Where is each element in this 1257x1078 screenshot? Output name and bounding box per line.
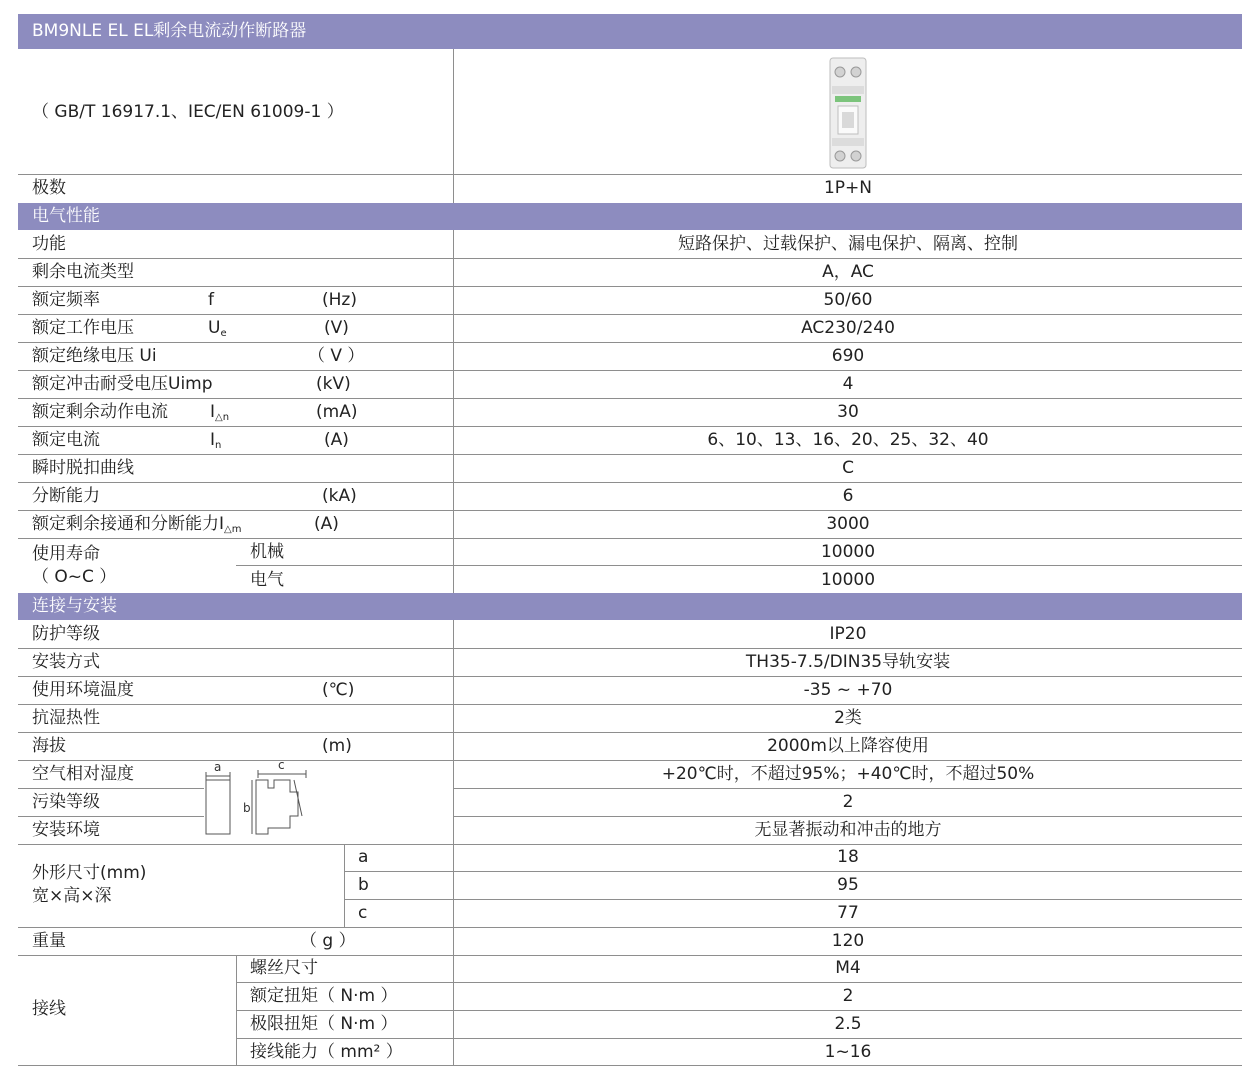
humidity-value: +20℃时，不超过95%；+40℃时，不超过50% (661, 764, 1035, 784)
mounting-value: TH35-7.5/DIN35导轨安装 (745, 652, 951, 672)
altitude-value: 2000m以上降容使用 (767, 736, 929, 756)
ambient-temp-unit: (℃) (322, 680, 355, 700)
product-image (826, 56, 870, 170)
altitude-label: 海拔 (32, 736, 66, 756)
dimension-c-value: 77 (837, 903, 859, 923)
rated-torque-label: 额定扭矩（ N·m ） (250, 986, 398, 1006)
impulse-voltage-label: 额定冲击耐受电压Uimp (32, 374, 213, 394)
frequency-unit: (Hz) (322, 290, 357, 310)
dimension-b-key: b (358, 875, 369, 895)
insulation-voltage-value: 690 (831, 346, 865, 366)
dimension-a-key: a (358, 847, 369, 867)
humidity-label: 空气相对湿度 (32, 764, 134, 784)
rated-voltage-symbol: $U_e$ (208, 318, 227, 339)
rated-current-label: 额定电流 (32, 430, 100, 450)
wiring-label: 接线 (32, 999, 66, 1019)
dimensions-label-line2: 宽×高×深 (32, 886, 112, 906)
pollution-label: 污染等级 (32, 792, 100, 812)
rated-voltage-label: 额定工作电压 (32, 318, 134, 338)
ambient-temp-label: 使用环境温度 (32, 680, 134, 700)
diagram-c-label: c (278, 758, 285, 772)
life-mechanical-value: 10000 (820, 542, 876, 562)
limit-torque-value: 2.5 (834, 1014, 862, 1034)
life-mechanical-label: 机械 (250, 542, 284, 562)
life-electrical-label: 电气 (250, 570, 284, 590)
protection-label: 防护等级 (32, 624, 100, 644)
wiring-capacity-label: 接线能力（ mm² ） (250, 1042, 403, 1062)
rated-current-symbol: $I_n$ (210, 430, 222, 451)
section-connection-title: 连接与安装 (32, 596, 117, 616)
function-label: 功能 (32, 234, 66, 254)
frequency-value: 50/60 (823, 290, 873, 310)
screw-size-value: M4 (835, 958, 861, 978)
poles-value: 1P+N (823, 178, 873, 198)
breaker-icon (826, 56, 870, 170)
protection-value: IP20 (829, 624, 867, 644)
section-connection (18, 593, 1242, 620)
residual-operating-current-label: 额定剩余动作电流 (32, 402, 168, 422)
ambient-temp-value: -35 ~ +70 (803, 680, 893, 700)
breaking-capacity-value: 6 (842, 486, 854, 506)
rated-voltage-unit: (V) (324, 318, 349, 338)
frequency-label: 额定频率 (32, 290, 100, 310)
section-electrical (18, 203, 1242, 230)
breaker-outline-icon (202, 758, 312, 838)
breaking-capacity-label: 分断能力 (32, 486, 100, 506)
trip-curve-label: 瞬时脱扣曲线 (32, 458, 134, 478)
life-electrical-value: 10000 (820, 570, 876, 590)
section-electrical-title: 电气性能 (32, 206, 100, 226)
impulse-voltage-unit: (kV) (316, 374, 351, 394)
dimension-diagram (202, 758, 312, 838)
rated-current-value: 6、10、13、16、20、25、32、40 (707, 430, 989, 450)
life-label-line1: 使用寿命 (32, 544, 100, 564)
dimensions-label-line1: 外形尺寸(mm) (32, 863, 147, 883)
pollution-value: 2 (842, 792, 854, 812)
residual-type-value: A，AC (822, 262, 874, 282)
weight-unit: （ g ） (300, 931, 356, 951)
residual-operating-current-unit: (mA) (316, 402, 358, 422)
wiring-capacity-value: 1~16 (824, 1042, 872, 1062)
insulation-voltage-label: 额定绝缘电压 Ui (32, 346, 157, 366)
dimension-c-key: c (358, 903, 368, 923)
diagram-b-label: b (243, 801, 251, 815)
frequency-symbol: f (208, 290, 214, 310)
damp-heat-value: 2类 (834, 708, 862, 728)
environment-label: 安装环境 (32, 820, 100, 840)
residual-operating-current-value: 30 (837, 402, 859, 422)
standard-text: （ GB/T 16917.1、IEC/EN 61009-1 ） (32, 102, 344, 122)
breaking-capacity-unit: (kA) (322, 486, 357, 506)
diagram-a-label: a (214, 760, 222, 774)
table-title: BM9NLE EL EL剩余电流动作断路器 (32, 21, 307, 41)
table-title-bar (18, 14, 1242, 49)
rated-current-unit: (A) (324, 430, 349, 450)
insulation-voltage-unit: （ V ） (308, 346, 365, 366)
rated-torque-value: 2 (842, 986, 854, 1006)
life-label-line2: （ O~C ） (32, 567, 117, 587)
weight-value: 120 (831, 931, 865, 951)
rated-voltage-value: AC230/240 (801, 318, 895, 338)
dimension-b-value: 95 (837, 875, 859, 895)
impulse-voltage-value: 4 (842, 374, 854, 394)
residual-making-capacity-value: 3000 (826, 514, 870, 534)
poles-label: 极数 (32, 178, 66, 198)
trip-curve-value: C (842, 458, 854, 478)
residual-making-capacity-unit: (A) (314, 514, 339, 534)
residual-type-label: 剩余电流类型 (32, 262, 134, 282)
residual-operating-current-symbol: $I_{\triangle n}$ (210, 402, 230, 423)
screw-size-label: 螺丝尺寸 (250, 958, 318, 978)
mounting-label: 安装方式 (32, 652, 100, 672)
dimension-a-value: 18 (837, 847, 859, 867)
residual-making-capacity-label: 额定剩余接通和分断能力$I_{\triangle m}$ (32, 514, 242, 535)
weight-label: 重量 (32, 931, 66, 951)
damp-heat-label: 抗湿热性 (32, 708, 100, 728)
environment-value: 无显著振动和冲击的地方 (754, 820, 942, 840)
function-value: 短路保护、过载保护、漏电保护、隔离、控制 (678, 234, 1018, 254)
altitude-unit: (m) (322, 736, 352, 756)
limit-torque-label: 极限扭矩（ N·m ） (250, 1014, 398, 1034)
